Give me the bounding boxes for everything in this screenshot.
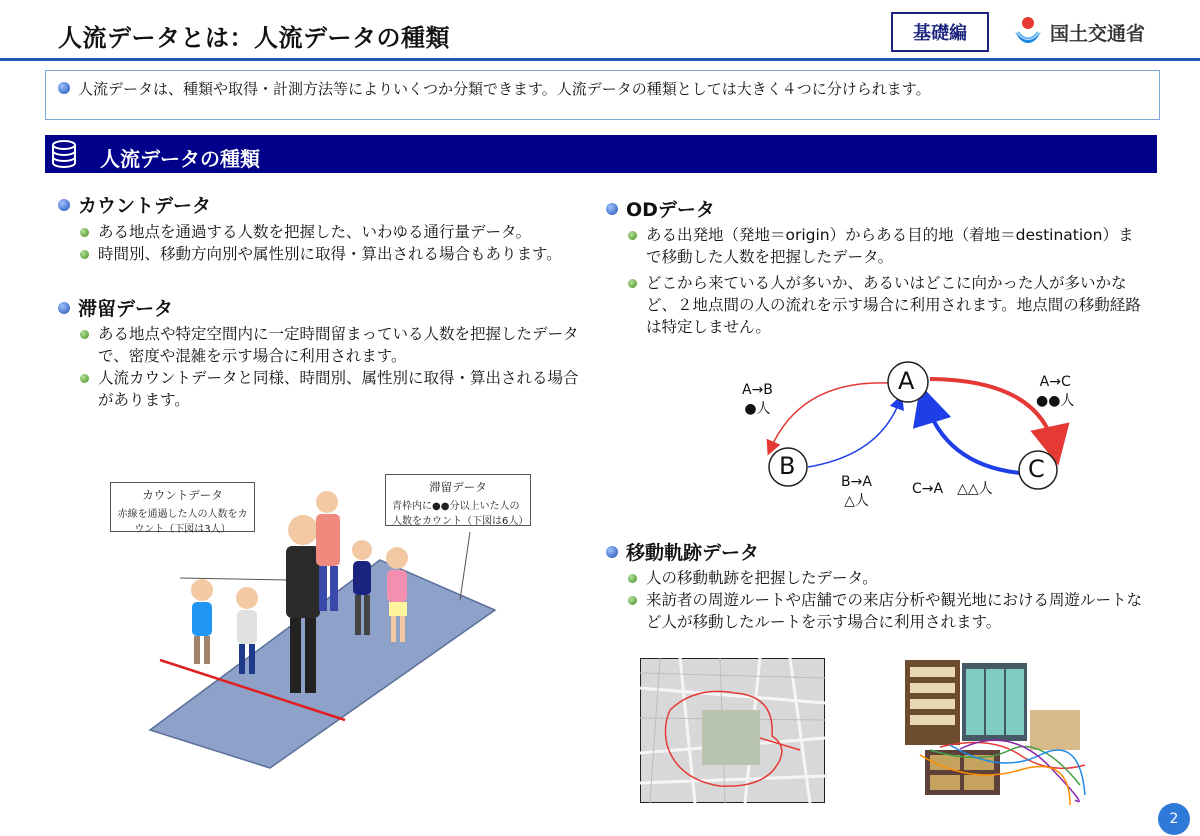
bullet-icon <box>628 231 637 240</box>
bullet-icon <box>80 250 89 259</box>
bullet-icon <box>58 199 70 211</box>
od-data-list <box>628 224 1148 338</box>
list-item: ある出発地（発地＝origin）からある目的地（着地＝destination）まで移動した人数を把握したデータ。 <box>628 224 1148 268</box>
count-data-callout: カウントデータ 赤線を通過した人の人数をカウント（下図は3人） <box>110 482 255 532</box>
route-map-image <box>640 658 825 803</box>
list-item: ある地点や特定空間内に一定時間留まっている人数を把握したデータで、密度や混雑を示す場合に利用されます。 <box>80 323 590 367</box>
trajectory-data-list <box>628 567 1153 633</box>
label-ca: C→A △△人 <box>912 481 993 497</box>
label-ac: A→C ●●人 <box>1036 374 1075 409</box>
section-title: 人流データの種類 <box>100 147 260 171</box>
title-rule <box>0 58 1200 61</box>
list-item: ある地点を通過する人数を把握した、いわゆる通行量データ。 <box>80 221 600 243</box>
ministry-emblem-icon <box>1012 15 1044 49</box>
ministry-logo <box>1012 14 1145 50</box>
bullet-icon <box>628 596 637 605</box>
list-item: 時間別、移動方向別や属性別に取得・算出される場合もあります。 <box>80 243 600 265</box>
bullet-icon <box>80 374 89 383</box>
child-figure <box>191 579 213 664</box>
bullet-icon <box>80 330 89 339</box>
label-ba: B→A △人 <box>841 474 872 509</box>
ministry-name: 国土交通省 <box>1050 22 1146 45</box>
arrow-b-to-a <box>808 400 900 467</box>
arrow-a-to-b <box>770 383 888 450</box>
bullet-icon <box>628 574 637 583</box>
bullet-icon <box>58 82 70 94</box>
adult-figure <box>316 491 340 611</box>
bullet-icon <box>606 203 618 215</box>
od-data-heading: ODデータ <box>606 195 715 222</box>
stay-data-list <box>80 323 590 411</box>
list-item: 人の移動軌跡を把握したデータ。 <box>628 567 1153 589</box>
level-badge: 基礎編 <box>891 12 989 52</box>
node-a-label: A <box>898 367 915 395</box>
list-item: どこから来ている人が多いか、あるいはどこに向かった人が多いかなど、２地点間の人の流れを示す場合に利用されます。地点間の移動経路は特定しません。 <box>628 272 1148 338</box>
bullet-icon <box>628 279 637 288</box>
label-ab: A→B ●人 <box>742 382 773 417</box>
list-item: 人流カウントデータと同様、時間別、属性別に取得・算出される場合があります。 <box>80 367 590 411</box>
node-c-label: C <box>1028 455 1045 483</box>
stay-data-callout: 滞留データ 青枠内に●●分以上いた人の人数をカウント（下図は6人） <box>385 474 531 526</box>
store-route-image <box>900 655 1090 805</box>
database-icon <box>48 138 80 170</box>
node-b-label: B <box>779 452 796 480</box>
page-number: 2 <box>1158 803 1190 835</box>
stay-data-heading: 滞留データ <box>58 294 173 321</box>
list-item: 来訪者の周遊ルートや店舗での来店分析や観光地における周遊ルートなど人が移動したルートを示す場合に利用されます。 <box>628 589 1153 633</box>
count-data-list <box>80 221 600 265</box>
intro-text: 人流データは、種類や取得・計測方法等によりいくつか分類できます。人流データの種類としては大きく４つに分けられます。 <box>58 78 931 100</box>
bullet-icon <box>606 546 618 558</box>
count-data-heading: カウントデータ <box>58 191 211 218</box>
bullet-icon <box>80 228 89 237</box>
bullet-icon <box>58 302 70 314</box>
trajectory-data-heading: 移動軌跡データ <box>606 538 759 565</box>
arrow-c-to-a <box>925 400 1020 473</box>
page-title: 人流データとは：人流データの種類 <box>58 24 450 52</box>
